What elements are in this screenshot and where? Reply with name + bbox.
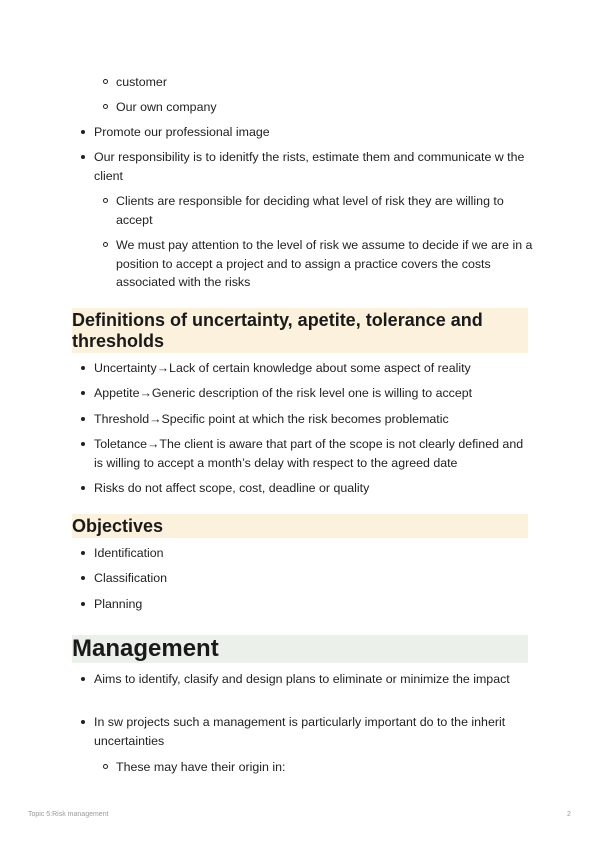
hollow-bullet-icon <box>103 242 108 247</box>
bullet-icon <box>81 442 85 446</box>
bullet-icon <box>81 391 85 395</box>
list-item: Classification <box>94 571 167 585</box>
bullet-icon <box>81 551 85 555</box>
hollow-bullet-icon <box>103 104 108 109</box>
list-item: Identification <box>94 546 164 560</box>
list-item: Toletance→The client is aware that part of the scope is not clearly defined and is willing to accept a month’s delay with respect to the agreed date <box>94 437 524 470</box>
section-heading-management: Management <box>72 635 528 663</box>
bullet-icon <box>81 417 85 421</box>
list-item: Risks do not affect scope, cost, deadline or quality <box>94 481 370 495</box>
list-item: Promote our professional image <box>94 125 270 139</box>
hollow-bullet-icon <box>103 764 108 769</box>
bullet-icon <box>81 720 85 724</box>
list-item: Planning <box>94 597 143 611</box>
list-item: Threshold→Specific point at which the risk becomes problematic <box>94 412 449 426</box>
list-item: Aims to identify, clasify and design plans to eliminate or minimize the impact <box>94 672 510 686</box>
list-item: These may have their origin in: <box>116 760 286 774</box>
page-number: 2 <box>567 811 571 818</box>
footer-title: Topic 5:Risk management <box>28 811 109 818</box>
hollow-bullet-icon <box>103 198 108 203</box>
bullet-icon <box>81 486 85 490</box>
hollow-bullet-icon <box>103 79 108 84</box>
bullet-icon <box>81 366 85 370</box>
bullet-icon <box>81 677 85 681</box>
list-item: customer <box>116 75 167 89</box>
bullet-icon <box>81 155 85 159</box>
list-item: Our responsibility is to idenitfy the rists, estimate them and communicate w the client <box>94 150 525 183</box>
list-item: Appetite→Generic description of the risk level one is willing to accept <box>94 386 473 400</box>
bullet-icon <box>81 576 85 580</box>
list-item: Clients are responsible for deciding what level of risk they are willing to accept <box>116 194 504 227</box>
list-item: Uncertainty→Lack of certain knowledge about some aspect of reality <box>94 361 471 375</box>
bullet-icon <box>81 602 85 606</box>
section-heading-definitions: Definitions of uncertainty, apetite, tolerance and thresholds <box>72 308 528 353</box>
bullet-icon <box>81 130 85 134</box>
section-heading-objectives: Objectives <box>72 514 528 538</box>
list-item: In sw projects such a management is particularly important do to the inherit uncertainties <box>94 715 506 748</box>
list-item: We must pay attention to the level of risk we assume to decide if we are in a position to accept a project and to assign a practice covers the costs associated with the risks <box>116 238 533 289</box>
list-item: Our own company <box>116 100 217 114</box>
